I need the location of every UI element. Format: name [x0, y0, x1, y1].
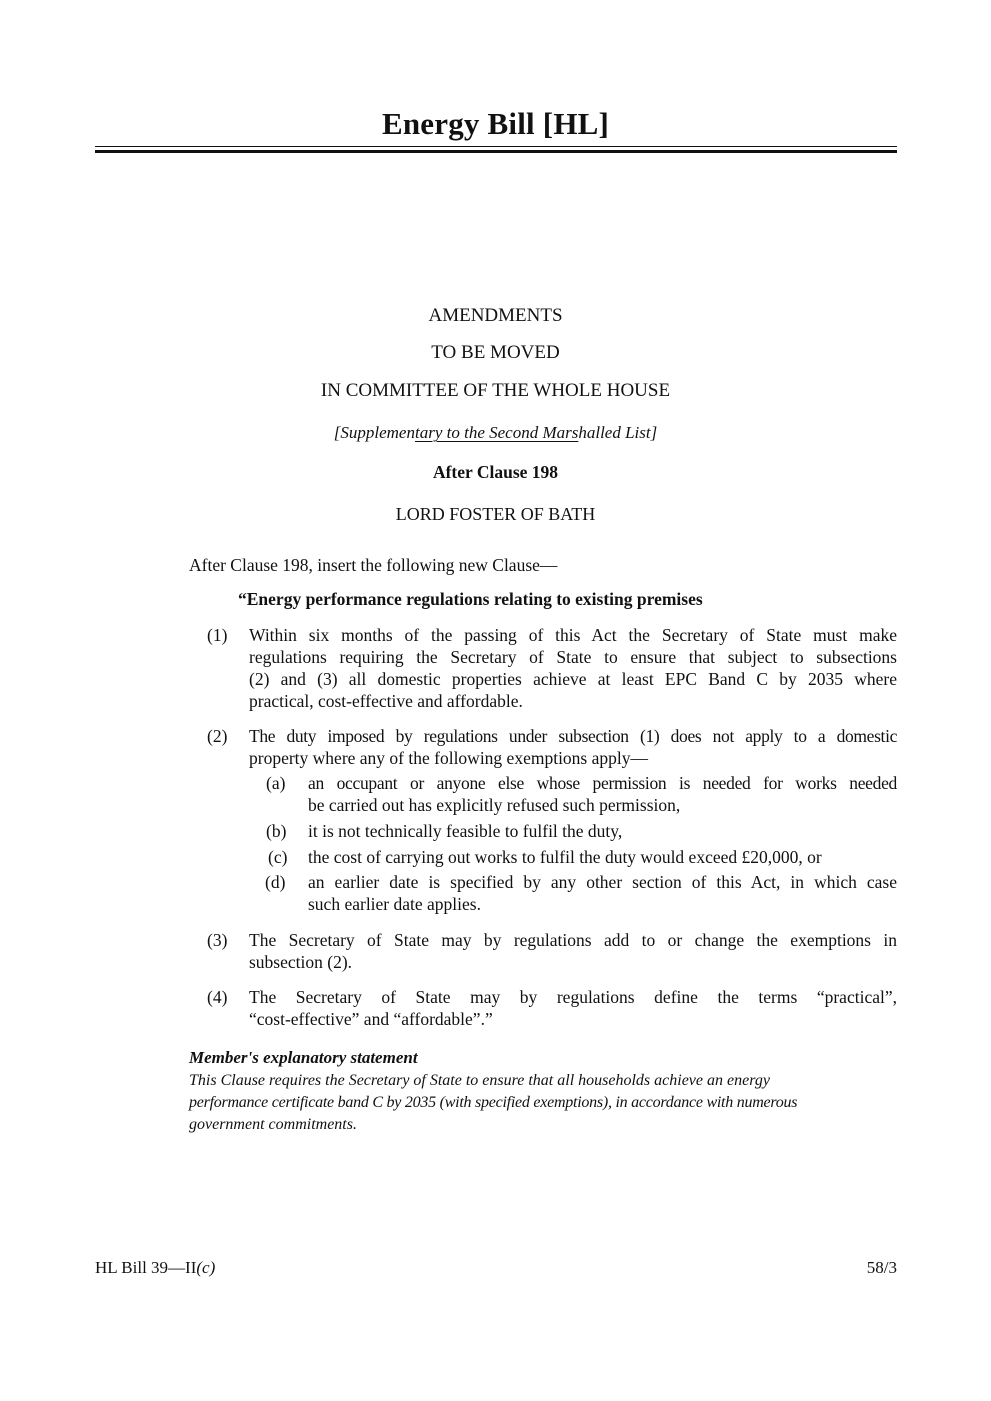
- item-c-text: the cost of carrying out works to fulfil the duty would exceed £20,000, or: [308, 847, 822, 867]
- text-line: The duty imposed by regulations under subsection (1) does not apply to a domestic: [249, 726, 897, 746]
- item-a-text: [308, 772, 897, 816]
- supplementary-post: halled List]: [578, 423, 658, 442]
- item-c-label: (c): [268, 847, 288, 867]
- text-line: an occupant or anyone else whose permission is needed for works needed: [308, 773, 897, 793]
- text-line: performance certificate band C by 2035 (with specified exemptions), in accordance with numerous: [189, 1094, 798, 1111]
- item-d-text: [308, 871, 897, 915]
- bill-title: Energy Bill [HL]: [381, 106, 610, 141]
- item-b-label: (b): [266, 821, 287, 841]
- text-line: an earlier date is specified by any other section of this Act, in which case: [308, 872, 897, 892]
- text-line: property where any of the following exemptions apply—: [249, 748, 648, 768]
- text-line: The Secretary of State may by regulations add to or change the exemptions in: [249, 930, 897, 950]
- text-line: “cost-effective” and “affordable”.”: [249, 1009, 493, 1029]
- item-d-label: (d): [265, 872, 286, 892]
- mover-name: LORD FOSTER OF BATH: [395, 504, 596, 524]
- text-line: This Clause requires the Secretary of State to ensure that all households achieve an energy: [189, 1072, 770, 1089]
- supplementary-pre: [Supplemen: [333, 423, 415, 442]
- subsection-3-text: [249, 929, 897, 973]
- subsection-1-text: [249, 624, 897, 712]
- clause-heading: After Clause 198: [432, 462, 559, 482]
- subsection-2-text: [249, 725, 897, 769]
- bill-reference-suffix: (c): [196, 1258, 216, 1277]
- subsection-1-number: (1): [207, 625, 228, 645]
- header-committee: IN COMMITTEE OF THE WHOLE HOUSE: [320, 380, 671, 401]
- subsection-4-text: [249, 986, 897, 1030]
- text-line: The Secretary of State may by regulations define the terms “practical”,: [249, 987, 897, 1007]
- subsection-2-number: (2): [207, 726, 228, 746]
- text-line: such earlier date applies.: [308, 894, 481, 914]
- header-to-be-moved: TO BE MOVED: [431, 342, 560, 363]
- item-b-text: it is not technically feasible to fulfil the duty,: [308, 821, 623, 841]
- bill-reference-main: HL Bill 39—II: [95, 1258, 197, 1277]
- text-line: regulations requiring the Secretary of State to ensure that subject to subsections: [249, 647, 897, 667]
- text-line: practical, cost-effective and affordable.: [249, 691, 523, 711]
- item-a-label: (a): [266, 773, 286, 793]
- explanatory-statement-text: [189, 1070, 897, 1136]
- subsection-4-number: (4): [207, 987, 228, 1007]
- text-line: be carried out has explicitly refused such permission,: [308, 795, 681, 815]
- text-line: government commitments.: [189, 1116, 357, 1133]
- text-line: (2) and (3) all domestic properties achieve at least EPC Band C by 2035 where: [249, 669, 897, 689]
- text-line: subsection (2).: [249, 952, 353, 972]
- header-amendments: AMENDMENTS: [428, 305, 563, 326]
- subsection-3-number: (3): [207, 930, 228, 950]
- title-rule-thin: [95, 146, 897, 147]
- amendment-instruction: After Clause 198, insert the following new Clause—: [189, 555, 558, 575]
- explanatory-statement-title: Member's explanatory statement: [189, 1048, 418, 1067]
- supplementary-underlined: tary to the Second Mars: [414, 423, 579, 442]
- page-reference: 58/3: [866, 1258, 897, 1277]
- text-line: Within six months of the passing of this Act the Secretary of State must make: [249, 625, 897, 645]
- bill-reference: [95, 1258, 215, 1278]
- new-clause-title: “Energy performance regulations relating to existing premises: [238, 589, 703, 609]
- title-rule-thick: [95, 150, 897, 153]
- supplementary-note: [0, 423, 991, 443]
